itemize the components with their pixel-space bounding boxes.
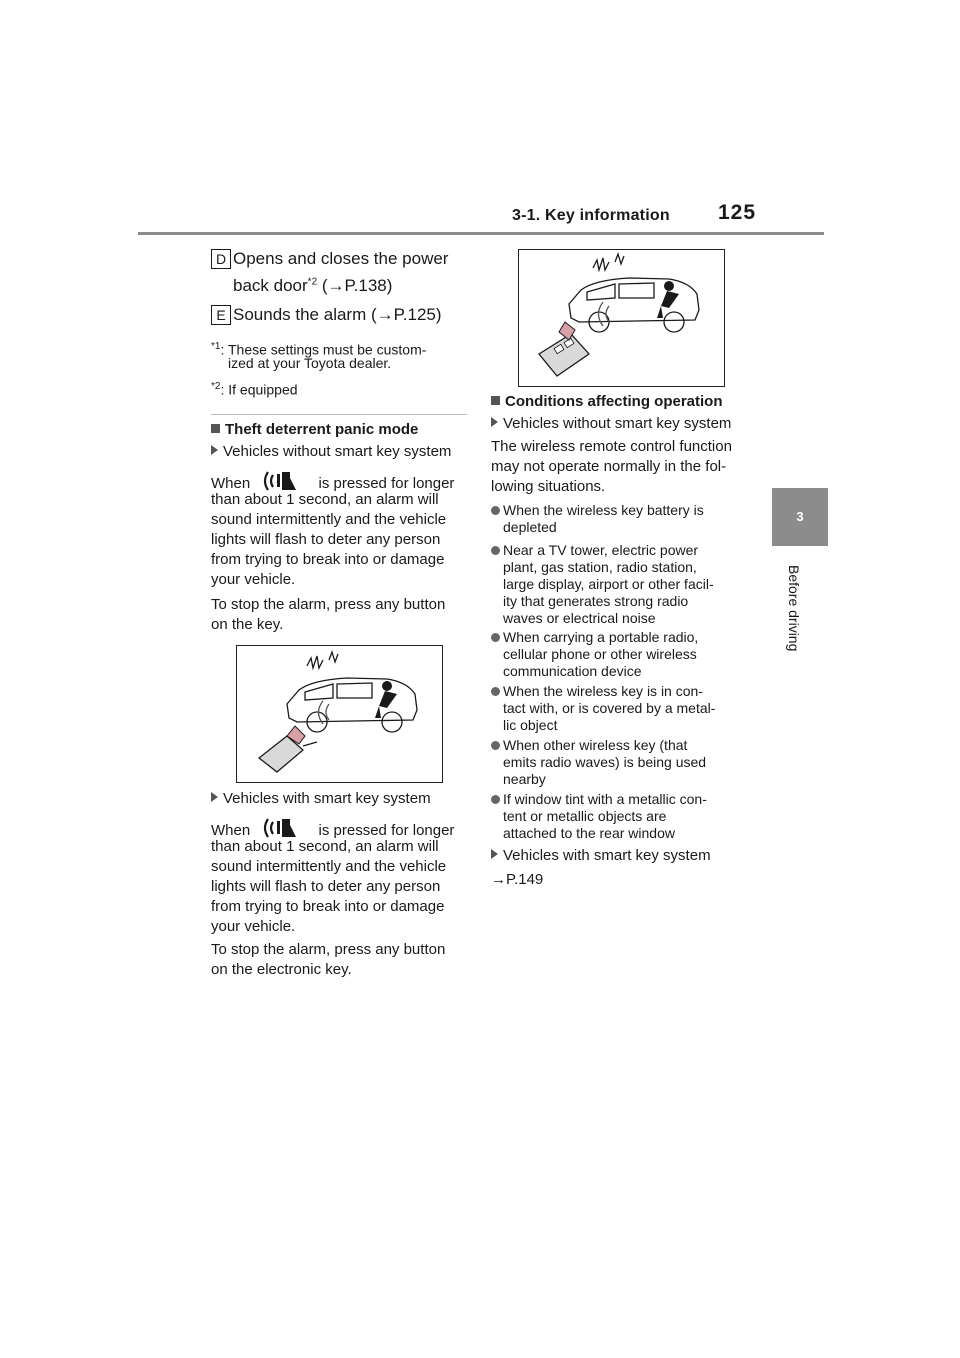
- chapter-title: [784, 565, 804, 665]
- bullet-line: lic object: [503, 717, 558, 733]
- footnote-2-line1: : If equipped: [220, 381, 298, 398]
- conditions-sub1: [491, 414, 731, 434]
- intro-line: may not operate normally in the fol-: [491, 458, 727, 475]
- stop1-line: on the key.: [211, 616, 284, 633]
- triangle-bullet-icon: [211, 445, 218, 455]
- para2-line: from trying to break into or damage: [211, 898, 445, 915]
- bullet-line: When other wireless key (that: [503, 737, 688, 753]
- page-number: 125: [718, 201, 757, 224]
- intro-line: The wireless remote control function: [491, 438, 732, 455]
- bullet-line: nearby: [503, 771, 546, 787]
- para2-line: your vehicle.: [211, 918, 296, 935]
- conditions-heading-text: Conditions affecting operation: [505, 393, 723, 410]
- dot-bullet-icon: [491, 741, 500, 750]
- panic-mode-heading: [211, 421, 418, 438]
- bullet-line: attached to the rear window: [503, 825, 675, 841]
- para1-line: your vehicle.: [211, 571, 296, 588]
- condition-bullet-5: [491, 737, 753, 788]
- chapter-tab[interactable]: 3: [772, 488, 828, 546]
- section-title: 3-1. Key information: [512, 207, 670, 224]
- dot-bullet-icon: [491, 506, 500, 515]
- when1-word: When: [211, 474, 251, 492]
- footnote-2-mark: *2: [211, 381, 221, 392]
- para1-line: lights will flash to deter any person: [211, 531, 441, 548]
- item-d-page-ref[interactable]: (→P.138): [317, 276, 393, 295]
- bullet-line: When the wireless key is in con-: [503, 683, 703, 699]
- para1-line: from trying to break into or damage: [211, 551, 445, 568]
- stop2-line: To stop the alarm, press any button: [211, 941, 446, 958]
- footnote-1-line1: : These settings must be custom-: [220, 341, 427, 358]
- panic-sub1: [211, 442, 451, 462]
- item-d-line2-pre: back door: [233, 276, 308, 295]
- when1-rest: is pressed for longer: [318, 474, 455, 492]
- condition-bullet-1: [491, 502, 753, 536]
- panic-illustration-key: [236, 645, 443, 783]
- bullet-line: When carrying a portable radio,: [503, 629, 699, 645]
- triangle-bullet-icon: [491, 849, 498, 859]
- item-e-text: Sounds the alarm (→P.125): [233, 305, 442, 324]
- triangle-bullet-icon: [491, 417, 498, 427]
- bullet-line: tact with, or is covered by a metal-: [503, 700, 716, 716]
- footnote-1-mark: *1: [211, 341, 221, 352]
- item-d-line1: Opens and closes the power: [233, 249, 449, 268]
- condition-bullet-2: [491, 542, 753, 627]
- panic-sub2-text: Vehicles with smart key system: [223, 790, 431, 807]
- triangle-bullet-icon: [211, 792, 218, 802]
- conditions-intro: [491, 437, 732, 497]
- item-d-line2: [233, 276, 392, 296]
- bullet-line: tent or metallic objects are: [503, 808, 667, 824]
- bullet-line: emits radio waves) is being used: [503, 754, 707, 770]
- section-divider: [211, 414, 467, 415]
- car-alarm-illustration: [237, 646, 442, 782]
- panic-sub2: [211, 789, 431, 809]
- condition-bullet-6: [491, 791, 753, 842]
- bullet-line: When the wireless key battery is: [503, 502, 704, 518]
- panic-stop2: [211, 940, 445, 980]
- bullet-line: Near a TV tower, electric power: [503, 542, 699, 558]
- panic-illustration-smart-key: [518, 249, 725, 387]
- stop2-line: on the electronic key.: [211, 961, 352, 978]
- chapter-title-text: Before driving: [786, 565, 802, 652]
- conditions-sub2: [491, 846, 711, 866]
- bullet-line: depleted: [503, 519, 557, 535]
- item-d-footnote-mark: *2: [307, 276, 318, 288]
- panic-para2: [211, 837, 446, 937]
- para1-line: than about 1 second, an alarm will: [211, 491, 439, 508]
- label-d-box: D: [211, 249, 231, 269]
- condition-bullet-4: [491, 683, 753, 734]
- bullet-line: large display, airport or other facil-: [503, 576, 714, 592]
- dot-bullet-icon: [491, 633, 500, 642]
- car-alarm-smart-key-illustration: [519, 250, 724, 386]
- bullet-line: communication device: [503, 663, 642, 679]
- bullet-line: waves or electrical noise: [503, 610, 656, 626]
- when2-word: When: [211, 821, 251, 839]
- conditions-heading: [491, 393, 723, 410]
- dot-bullet-icon: [491, 546, 500, 555]
- panic-stop1: [211, 595, 445, 635]
- panic-sub1-text: Vehicles without smart key system: [223, 443, 452, 460]
- square-bullet-icon: [491, 396, 500, 405]
- bullet-line: plant, gas station, radio station,: [503, 559, 697, 575]
- bullet-line: If window tint with a metallic con-: [503, 791, 707, 807]
- stop1-line: To stop the alarm, press any button: [211, 596, 446, 613]
- conditions-sub1-text: Vehicles without smart key system: [503, 415, 732, 432]
- square-bullet-icon: [211, 424, 220, 433]
- dot-bullet-icon: [491, 687, 500, 696]
- bullet-line: cellular phone or other wireless: [503, 646, 697, 662]
- label-e-box: E: [211, 305, 231, 325]
- when2-rest: is pressed for longer: [318, 821, 455, 839]
- dot-bullet-icon: [491, 795, 500, 804]
- para2-line: lights will flash to deter any person: [211, 878, 441, 895]
- footnote-2: [211, 378, 298, 399]
- conditions-sub2-text: Vehicles with smart key system: [503, 847, 711, 864]
- para2-line: than about 1 second, an alarm will: [211, 838, 439, 855]
- intro-line: lowing situations.: [491, 478, 606, 495]
- conditions-page-ref[interactable]: →P.149: [491, 871, 544, 888]
- footnote-1-line2: ized at your Toyota dealer.: [228, 355, 392, 371]
- para1-line: sound intermittently and the vehicle: [211, 511, 447, 528]
- bullet-line: ity that generates strong radio: [503, 593, 689, 609]
- para2-line: sound intermittently and the vehicle: [211, 858, 447, 875]
- panic-para1: [211, 490, 446, 590]
- condition-bullet-3: [491, 629, 753, 680]
- panic-mode-heading-text: Theft deterrent panic mode: [225, 421, 419, 438]
- header-rule: [138, 232, 824, 235]
